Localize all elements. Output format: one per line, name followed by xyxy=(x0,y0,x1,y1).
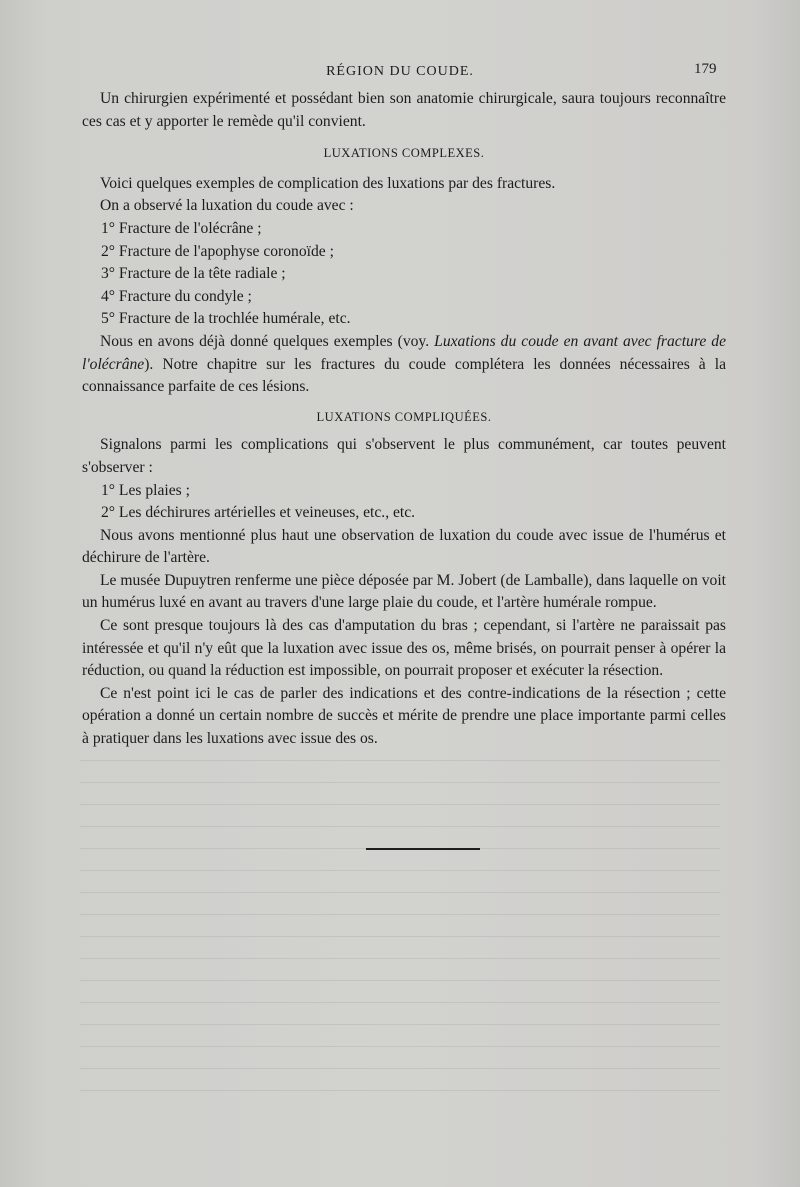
list-item: 3° Fracture de la tête radiale ; xyxy=(101,265,286,283)
section-heading-complexes: LUXATIONS COMPLEXES. xyxy=(323,146,485,161)
paragraph: Signalons parmi les complications qui s'observent le plus communément, car toutes peuvent s'observer : xyxy=(82,436,726,476)
paragraph-text: ). Notre chapitre sur les fractures du coude complétera les données nécessaires à la connaissance parfaite de ces lésions. xyxy=(82,355,726,396)
list-item: 2° Fracture de l'apophyse coronoïde ; xyxy=(101,242,334,260)
paragraph-text: Nous en avons déjà donné quelques exemples (voy. xyxy=(100,332,435,350)
list-item: 4° Fracture du condyle ; xyxy=(101,287,252,305)
paragraph: Voici quelques exemples de complication des luxations par des fractures. xyxy=(100,174,556,192)
list-item: 5° Fracture de la trochlée humérale, etc. xyxy=(101,310,351,328)
intro-paragraph: Un chirurgien expérimenté et possédant bien son anatomie chirurgicale, saura toujours reconnaître ces cas et y apporter le remède qu'il convient. xyxy=(82,90,726,130)
list-item: 1° Les plaies ; xyxy=(101,481,190,499)
end-rule-divider xyxy=(366,848,480,850)
paragraph: Ce n'est point ici le cas de parler des indications et des contre-indications de la résection ; cette opération a donné un certain nombre de succès et mérite de prendre une place importante parmi celles à pratiquer dans les luxations avec issue des os. xyxy=(82,684,726,748)
paragraph: On a observé la luxation du coude avec : xyxy=(100,197,354,215)
italic-reference: Luxations du coude en avant avec fracture de l'olécrâne xyxy=(82,332,726,373)
paragraph xyxy=(82,331,726,399)
running-header: RÉGION DU COUDE. xyxy=(326,64,474,79)
list-item: 2° Les déchirures artérielles et veineuses, etc., etc. xyxy=(101,504,416,522)
paragraph: Ce sont presque toujours là des cas d'amputation du bras ; cependant, si l'artère ne paraissait pas intéressée et qu'il n'y eût que la luxation avec issue des os, même brisés, on pourrait penser à opérer la réduction, ou quand la réduction est impossible, on pourrait proposer et exécuter la résection. xyxy=(82,617,726,680)
show-through-texture xyxy=(80,760,720,1100)
list-item: 1° Fracture de l'olécrâne ; xyxy=(101,219,262,237)
paragraph: Le musée Dupuytren renferme une pièce déposée par M. Jobert (de Lamballe), dans laquelle on voit un humérus luxé en avant au travers d'une large plaie du coude, et l'artère humérale rompue. xyxy=(82,571,726,612)
section-heading-compliquees: LUXATIONS COMPLIQUÉES. xyxy=(316,409,492,424)
page-number: 179 xyxy=(694,61,717,77)
paragraph: Nous avons mentionné plus haut une observation de luxation du coude avec issue de l'humérus et déchirure de l'artère. xyxy=(82,526,726,567)
page-body xyxy=(82,88,726,751)
